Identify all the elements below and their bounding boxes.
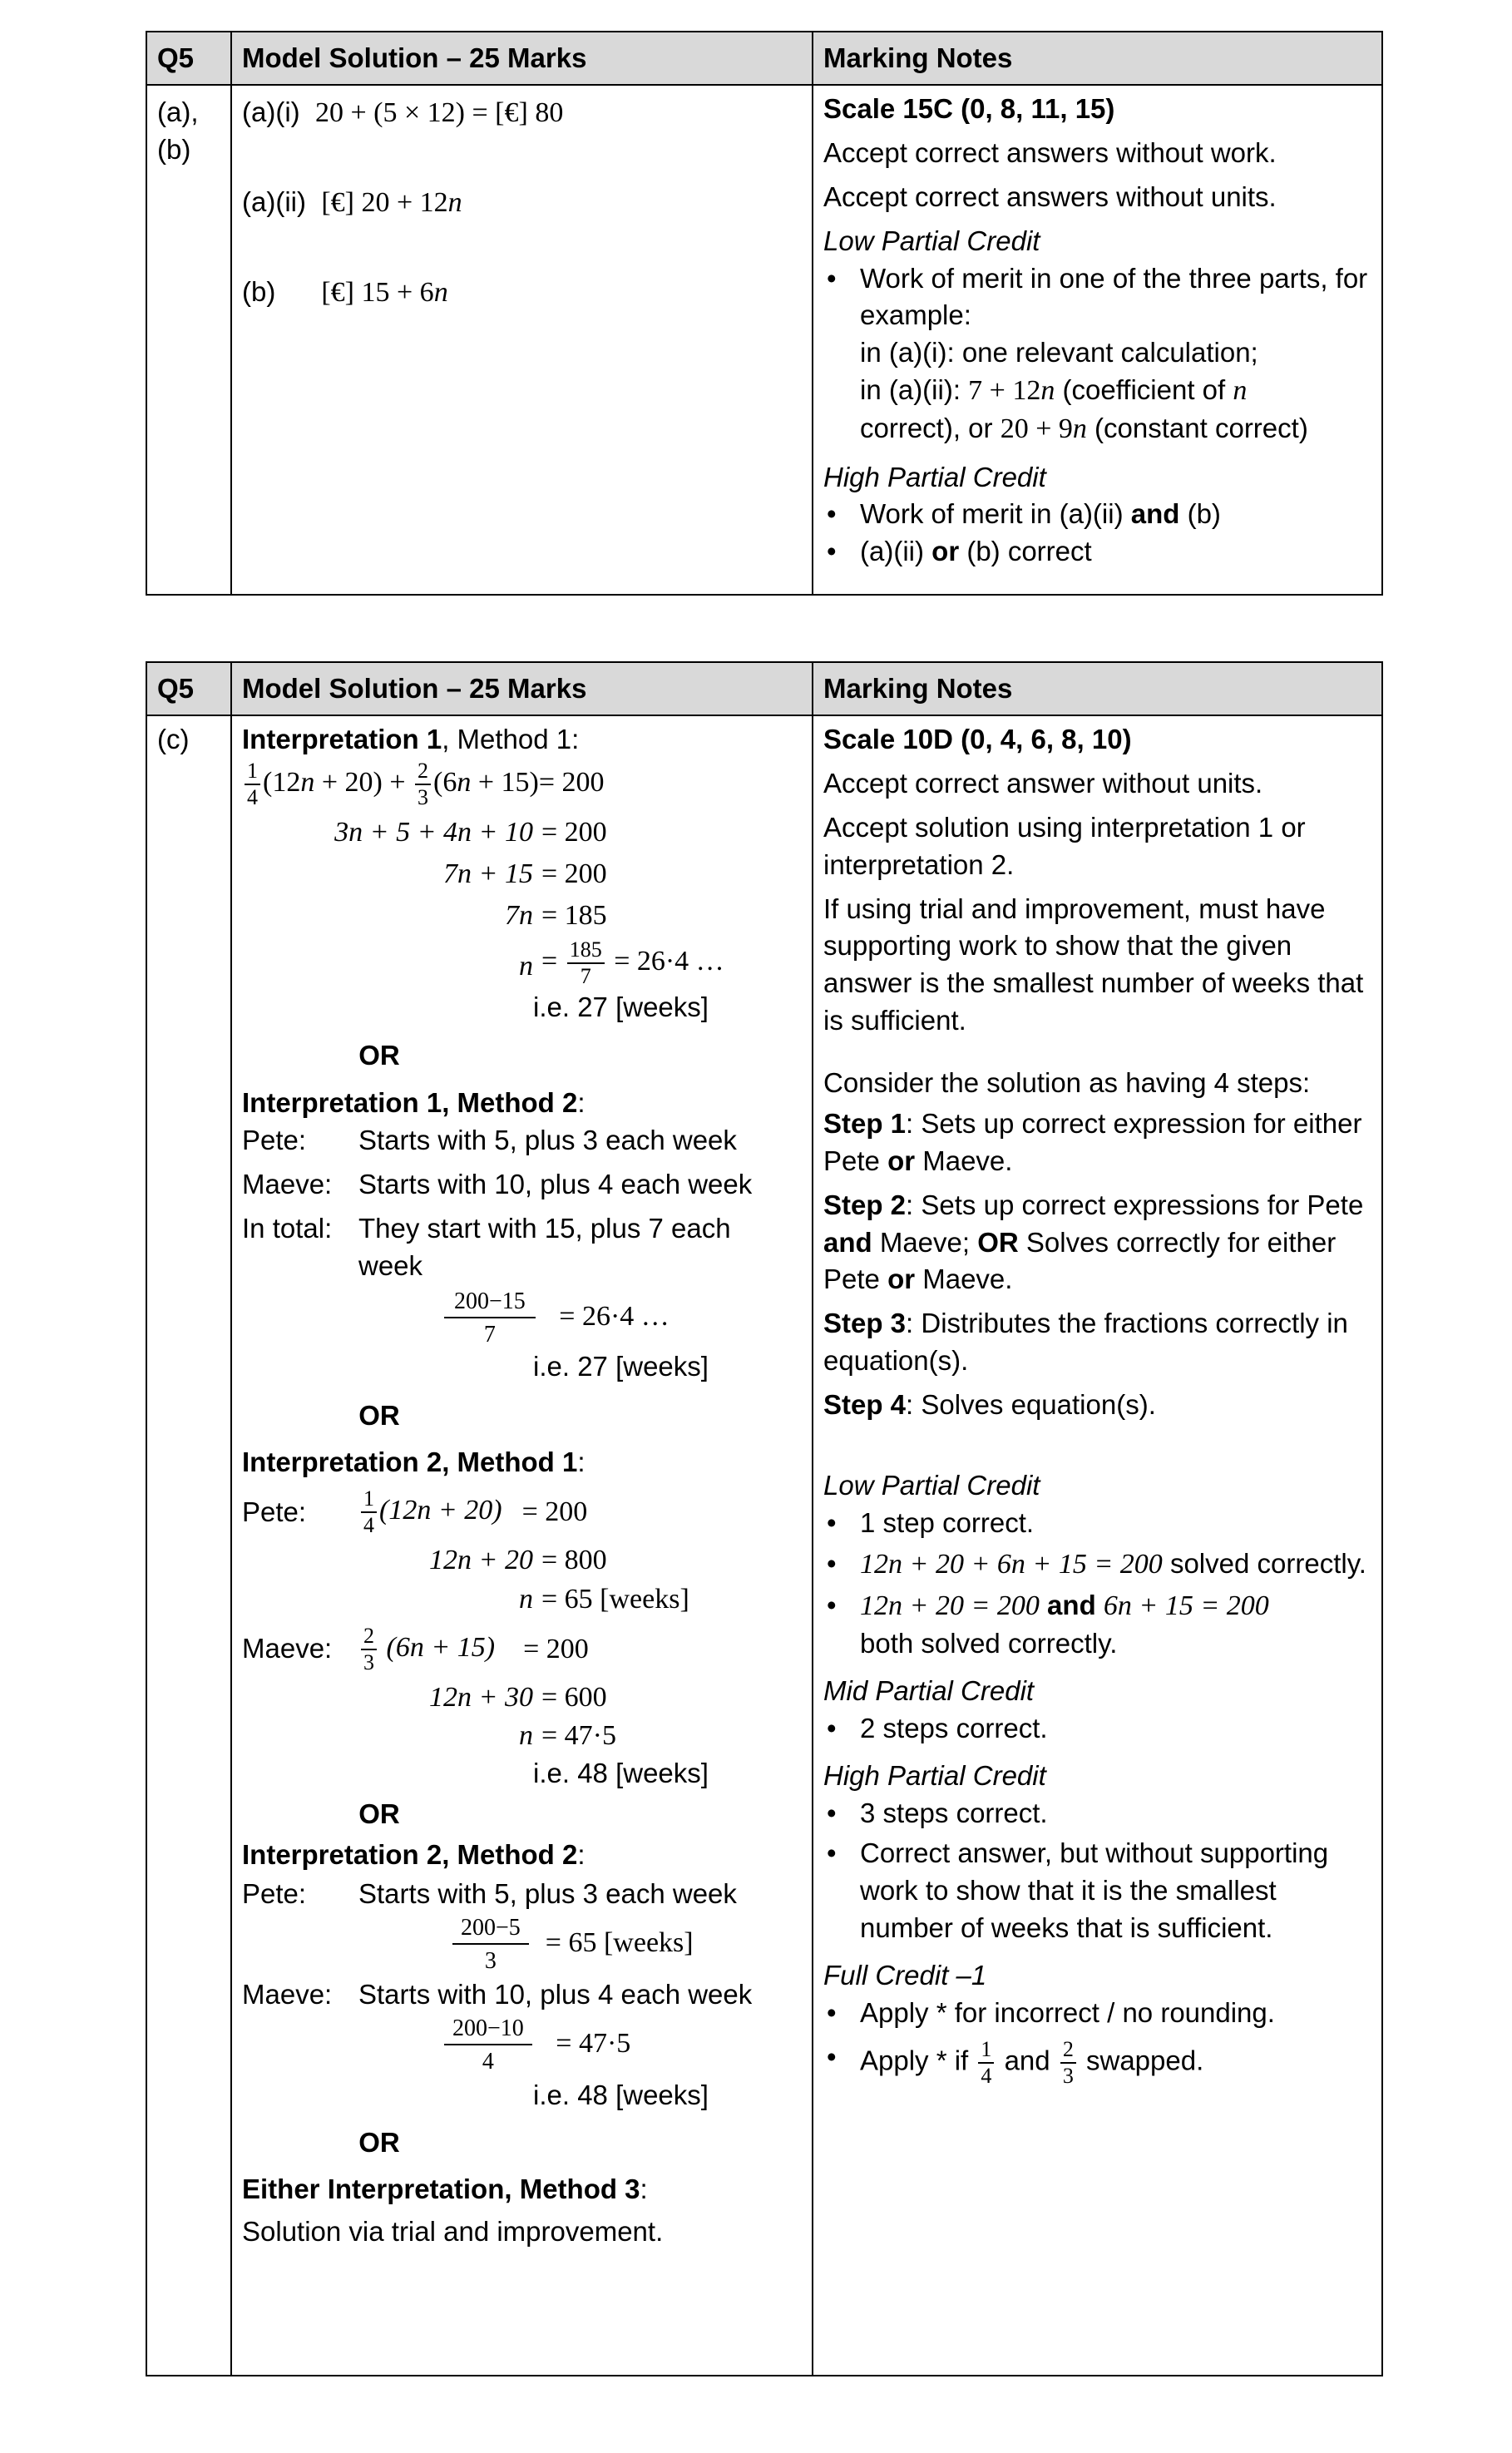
model-solution-cell: (a)(i) 20 + (5 × 12) = [€] 80 (a)(ii) [€] 20 + 12n (b) [€] 15 + 6n (231, 85, 813, 595)
low-partial-list: • Work of merit in one of the three parts, for example: in (a)(i): one relevant calculation; in (a)(ii): 7 + 12n (coefficient of n correct), or 20 + 9n (constant correct) (823, 260, 1371, 449)
header-question: Q5 (146, 662, 231, 715)
scale-label: Scale 15C (0, 8, 11, 15) (823, 93, 1115, 124)
low-partial-list: • 1 step correct. • 12n + 20 + 6n + 15 = 200 solved correctly. • 12n + 20 = 200 and 6n + 15 = 200 both solved correctly. (823, 1505, 1371, 1663)
header-question: Q5 (146, 32, 231, 85)
step-2: Step 2: Sets up correct expressions for Pete and Maeve; OR Solves correctly for either Pete or Maeve. (823, 1189, 1364, 1295)
header-marking-notes: Marking Notes (813, 32, 1382, 85)
answer-a-ii: [€] 20 + 12n (321, 187, 462, 218)
interp2-maeve-eq: Maeve: $\frac{2}{3}$ (6n + 15) = 200 (242, 1623, 589, 1674)
low-partial-title: Low Partial Credit (823, 225, 1040, 256)
low-partial-title: Low Partial Credit (823, 1469, 1040, 1501)
interp2-method2-title: Interpretation 2, Method 2: (242, 1839, 586, 1871)
interp1-method2-calc: $\frac{200-15}{7}$ = 26·4 … (242, 1290, 802, 1347)
marking-notes-cell: Scale 15C (0, 8, 11, 15) Accept correct answers without work. Accept correct answers without units. Low Partial Credit • Work of merit in one of the three parts, for example: in (a)(i): one relevant calculation; in (a)(ii): 7 + 12n (coefficient of n correct), or 20 + 9n (constant correct) High Partial Credit • Work of merit in (a)(ii) and (b) • (a)(ii) or (b) correct (813, 85, 1382, 595)
mid-partial-list: • 2 steps correct. (823, 1710, 1371, 1748)
mid-partial-title: Mid Partial Credit (823, 1674, 1035, 1706)
part-label: (c) (146, 715, 231, 2376)
or-divider: OR (358, 1040, 400, 1071)
high-partial-title: High Partial Credit (823, 1759, 1046, 1791)
step-1: Step 1: Sets up correct expression for either Pete or Maeve. (823, 1107, 1362, 1176)
interp2-method1-title: Interpretation 2, Method 1: (242, 1447, 586, 1478)
marking-table-ab (146, 31, 1383, 596)
high-partial-title: High Partial Credit (823, 461, 1046, 492)
answer-a-i: 20 + (5 × 12) = [€] 80 (315, 97, 564, 128)
interp1-method2-lines: Pete: Starts with 5, plus 3 each week Maeve: Starts with 10, plus 4 each week In total: They start with 15, plus 7 each week (242, 1125, 753, 1281)
interp2-pete-eq: Pete: $\frac{1}{4}$ (12n + 20) = 200 (242, 1486, 588, 1538)
or-divider: OR (358, 2126, 400, 2158)
step-4: Step 4: Solves equation(s). (823, 1389, 1156, 1420)
header-model-solution: Model Solution – 25 Marks (231, 662, 813, 715)
scale-label: Scale 10D (0, 4, 6, 8, 10) (823, 724, 1132, 754)
step-3: Step 3: Distributes the fractions correctly in equation(s). (823, 1308, 1348, 1377)
interp1-method2-title: Interpretation 1, Method 2: (242, 1087, 586, 1119)
header-model-solution: Model Solution – 25 Marks (231, 32, 813, 85)
or-divider: OR (358, 1798, 400, 1830)
marking-table-c (146, 661, 1383, 2376)
method3-text: Solution via trial and improvement. (242, 2216, 664, 2248)
interp1-method1-title: Interpretation 1, Method 1: (242, 724, 580, 754)
method3-title: Either Interpretation, Method 3: (242, 2174, 648, 2205)
marking-notes-cell: Scale 10D (0, 4, 6, 8, 10) Accept correct answer without units. Accept solution using interpretation 1 or interpretation 2. If using trial and improvement, must have supporting work to show that the given answer is the smallest number of weeks that is sufficient. Consider the solution as having 4 steps: Step 1: Sets up correct expression for either Pete or Maeve. Step 2: Sets up correct expressions for Pete and Maeve; OR Solves correctly for either Pete or Maeve. Step 3: Distributes the fractions correctly in equation(s). Step 4: Solves equation(s). Low Partial Credit • 1 step correct. • 12n + 20 + 6n + 15 = 200 solved correctly. • 12n + 20 = 200 and 6n + 15 = 200 both solved correctly. Mid Partial Credit • 2 steps correct. High Partial Credit • 3 steps correct. • Correct answer, but without supporting work to show that it is the smallest number of weeks that is sufficient. Full Credit –1 • Apply * for incorrect / no rounding. • Apply * if $\frac{1}{4}$ and $\frac{2}{3}$ swapped. (813, 715, 1382, 2376)
high-partial-list: • Work of merit in (a)(ii) and (b) • (a)(ii) or (b) correct (823, 496, 1371, 571)
or-divider: OR (358, 1399, 400, 1431)
high-partial-list: • 3 steps correct. • Correct answer, but without supporting work to show that it is the smallest number of weeks that is sufficient. (823, 1795, 1371, 1948)
full-credit-list: • Apply * for incorrect / no rounding. • Apply * if $\frac{1}{4}$ and $\frac{2}{3}$ swapped. (823, 1995, 1371, 2087)
part-label: (a), (b) (146, 85, 231, 595)
header-marking-notes: Marking Notes (813, 662, 1382, 715)
full-credit-title: Full Credit –1 (823, 1960, 987, 1991)
interp1-method1-equation: $\frac{1}{4}$ (12n + 20) + $\frac{2}{3}$ (6n + 15)= 200 (242, 760, 802, 809)
model-solution-cell: Interpretation 1, Method 1: $\frac{1}{4}$ (12n + 20) + $\frac{2}{3}$ (6n + 15)= 200 3n + 5 + 4n + 10 = 200 7n + 15 = 200 7n = 185 n = $\frac{185}{7}$ = 26·4 … i.e. 27 [weeks] OR Interpretation 1, Method 2: Pete: Starts with 5, plus 3 each week Maeve: Starts with 10, plus 4 each week In total: They start with 15, plus 7 each week $\frac{200-15}{7}$ = 26·4 … i.e. 27 [weeks] OR Interpretation 2, Method 1: Pete: $\frac{1}{4}$ (12n + 20) = 200 12n + 20 = 800 n = 65 [weeks] Maeve: $\frac{2}{3}$ (6n + 15) = 200 12n + 30 = 600 n = 47·5 i.e. 48 [weeks] OR Interpretation 2, Method 2: Pete: Starts with 5, plus 3 each week $\frac{200-5}{3}$ = 65 [weeks] Maeve: Starts with 10, plus 4 each week $\frac{200-10}{4}$ = 47·5 i.e. 48 [weeks] OR Either Interpretation, Method 3: Solution via trial and improvement. (231, 715, 813, 2376)
answer-b: [€] 15 + 6n (321, 277, 448, 308)
interp1-method1-steps: 3n + 5 + 4n + 10 = 200 7n + 15 = 200 7n = 185 n = $\frac{185}{7}$ = 26·4 … (334, 816, 724, 988)
